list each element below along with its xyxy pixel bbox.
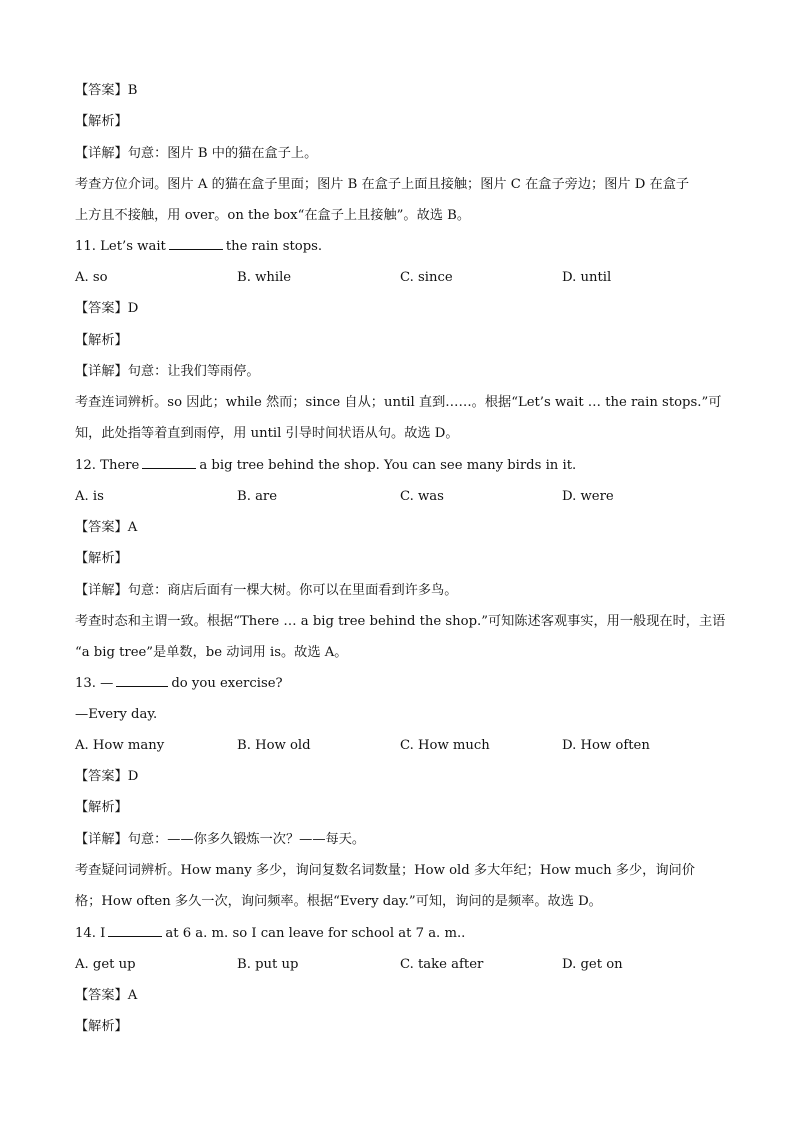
q14-blank: [108, 924, 162, 937]
q14-analysis: 【解析】: [75, 1019, 128, 1034]
q13-explain-line2: 格；How often 多久一次，询问频率。根据“Every day.”可知，询问的是频率。故选 D。: [75, 894, 602, 909]
q11-blank: [169, 237, 223, 250]
q12-option-d: D. were: [562, 489, 614, 504]
q13-stem-reply: —Every day.: [75, 707, 158, 722]
q14-stem: [75, 924, 465, 944]
q12-blank: [142, 456, 196, 469]
q11-option-d: D. until: [562, 270, 612, 285]
q11-answer: 【答案】D: [75, 301, 139, 316]
q11-option-a: A. so: [75, 270, 108, 285]
q13-option-c: C. How much: [400, 738, 490, 753]
q14-stem-start: 14. I: [75, 926, 106, 941]
q10-analysis: 【解析】: [75, 114, 128, 129]
q14-stem-end: at 6 a. m. so I can leave for school at 7 a. m..: [165, 926, 466, 941]
q13-blank: [116, 674, 168, 687]
q14-answer: 【答案】A: [75, 988, 138, 1003]
q13-stem-end: do you exercise?: [171, 676, 283, 691]
q12-detail: 【详解】句意：商店后面有一棵大树。你可以在里面看到许多鸟。: [75, 583, 458, 598]
q13-stem-start: 13. —: [75, 676, 114, 691]
q12-option-c: C. was: [400, 489, 444, 504]
q12-answer: 【答案】A: [75, 520, 138, 535]
q13-analysis: 【解析】: [75, 800, 128, 815]
q11-stem-start: 11. Let’s wait: [75, 239, 166, 254]
q11-explain-line1: 考查连词辨析。so 因此；while 然而；since 自从；until 直到……。根据“Let’s wait … the rain stops.”可: [75, 395, 722, 410]
q12-option-a: A. is: [75, 489, 104, 504]
q10-explain-line2: 上方且不接触，用 over。on the box“在盒子上且接触”。故选 B。: [75, 208, 471, 223]
q10-detail: 【详解】句意：图片 B 中的猫在盒子上。: [75, 146, 318, 161]
q11-stem: [75, 237, 322, 257]
q11-stem-end: the rain stops.: [225, 239, 323, 254]
q13-answer: 【答案】D: [75, 769, 139, 784]
q11-option-c: C. since: [400, 270, 453, 285]
q13-detail: 【详解】句意：——你多久锻炼一次？——每天。: [75, 832, 366, 847]
q12-stem-end: a big tree behind the shop. You can see many birds in it.: [199, 458, 577, 473]
q11-option-b: B. while: [237, 270, 292, 285]
q11-detail: 【详解】句意：让我们等雨停。: [75, 364, 260, 379]
q12-explain-line1: 考查时态和主谓一致。根据“There … a big tree behind the shop.”可知陈述客观事实，用一般现在时，主语: [75, 614, 726, 629]
q14-option-c: C. take after: [400, 957, 484, 972]
q12-option-b: B. are: [237, 489, 278, 504]
q12-analysis: 【解析】: [75, 551, 128, 566]
q14-option-b: B. put up: [237, 957, 299, 972]
q13-option-a: A. How many: [75, 738, 165, 753]
q13-option-b: B. How old: [237, 738, 311, 753]
q10-answer: 【答案】B: [75, 83, 138, 98]
q12-explain-line2: “a big tree”是单数，be 动词用 is。故选 A。: [75, 645, 348, 660]
q11-analysis: 【解析】: [75, 333, 128, 348]
q13-option-d: D. How often: [562, 738, 650, 753]
q11-explain-line2: 知，此处指等着直到雨停，用 until 引导时间状语从句。故选 D。: [75, 426, 459, 441]
q10-explain-line1: 考查方位介词。图片 A 的猫在盒子里面；图片 B 在盒子上面且接触；图片 C 在盒子旁边；图片 D 在盒子: [75, 177, 690, 192]
q13-explain-line1: 考查疑问词辨析。How many 多少，询问复数名词数量；How old 多大年纪；How much 多少，询问价: [75, 863, 695, 878]
q14-option-d: D. get on: [562, 957, 623, 972]
q12-stem: [75, 456, 576, 476]
q13-stem: [75, 674, 283, 694]
q12-stem-start: 12. There: [75, 458, 140, 473]
q14-option-a: A. get up: [75, 957, 136, 972]
